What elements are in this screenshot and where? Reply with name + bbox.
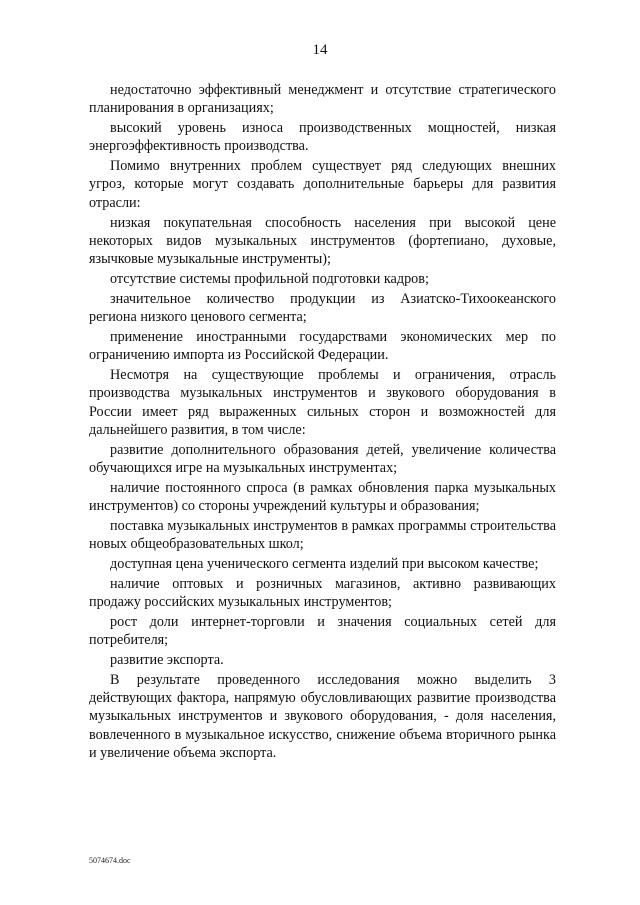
paragraph-strengths-intro: Несмотря на существующие проблемы и ограничения, отрасль производства музыкальных инструментов и звукового оборудования в России имеет ряд выраженных сильных сторон и возможностей для дальнейшего развития, в том числе: <box>89 366 556 438</box>
paragraph-export-development: развитие экспорта. <box>110 651 224 668</box>
paragraph-school-supply: поставка музыкальных инструментов в рамках программы строительства новых общеобразовательных школ; <box>89 517 556 553</box>
document-body <box>89 81 556 762</box>
paragraph-constant-demand: наличие постоянного спроса (в рамках обновления парка музыкальных инструментов) со стороны учреждений культуры и образования; <box>89 479 556 515</box>
paragraph-conclusion: В результате проведенного исследования можно выделить 3 действующих фактора, напрямую обусловливающих развитие производства музыкальных инструментов и звукового оборудования, - доля населения, вовлеченного в музыкальное искусство, снижение объема вторичного рынка и увеличение объема экспорта. <box>89 671 556 761</box>
paragraph-external-threats-intro: Помимо внутренних проблем существует ряд следующих внешних угроз, которые могут создавать дополнительные барьеры для развития отрасли: <box>89 158 556 211</box>
paragraph-children-education: развитие дополнительного образования детей, увеличение количества обучающихся игре на музыкальных инструментах; <box>89 441 556 476</box>
paragraph-no-training-system: отсутствие системы профильной подготовки кадров; <box>110 270 429 287</box>
paragraph-import-restrictions: применение иностранными государствами экономических мер по ограничению импорта из Российской Федерации. <box>89 328 556 364</box>
paragraph-affordable-price: доступная цена ученического сегмента изделий при высоком качестве; <box>110 555 539 572</box>
paragraph-weak-management: недостаточно эффективный менеджмент и отсутствие стратегического планирования в организациях; <box>89 82 556 117</box>
paragraph-equipment-wear: высокий уровень износа производственных мощностей, низкая энергоэффективность производства. <box>89 120 556 155</box>
paragraph-online-trade: рост доли интернет-торговли и значения социальных сетей для потребителя; <box>89 613 556 649</box>
paragraph-asia-pacific-imports: значительное количество продукции из Азиатско-Тихоокеанского региона низкого ценового сегмента; <box>89 290 556 326</box>
paragraph-stores: наличие оптовых и розничных магазинов, активно развивающих продажу российских музыкальных инструментов; <box>89 575 556 611</box>
file-name-footer: 5074674.doc <box>89 856 131 865</box>
paragraph-low-purchasing-power: низкая покупательная способность населения при высокой цене некоторых видов музыкальных инструментов (фортепиано, духовые, язычковые музыкальные инструменты); <box>89 214 556 268</box>
page-number: 14 <box>312 42 328 58</box>
